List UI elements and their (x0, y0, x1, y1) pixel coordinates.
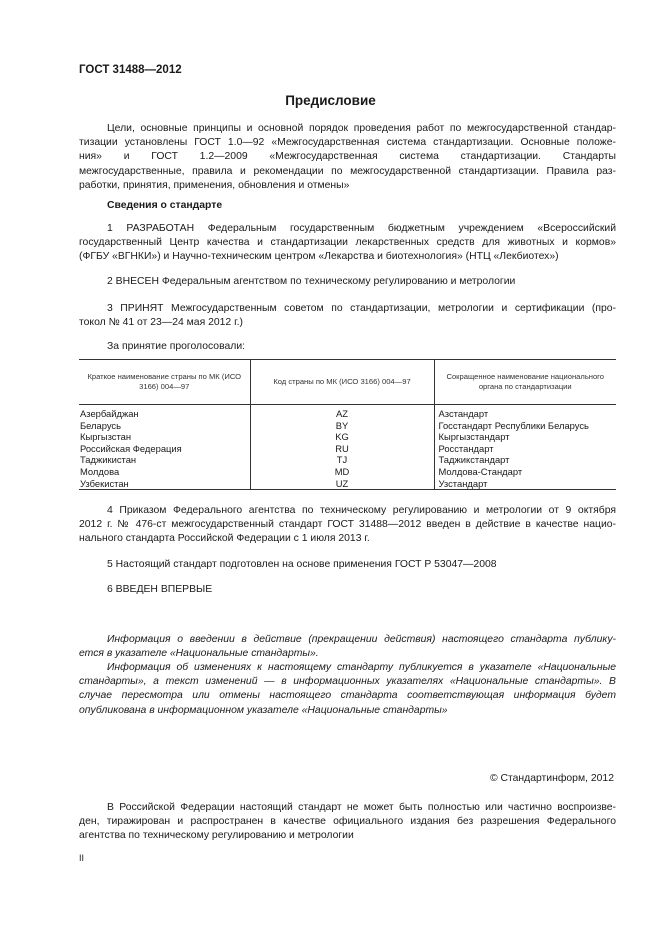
table-row (79, 466, 616, 478)
table-row (79, 454, 616, 466)
intro-line: ния» и ГОСТ 1.2—2009 «Межгосударственная система стандартизации. Стандарты (79, 151, 616, 163)
country-code: MD (250, 466, 434, 478)
intro-line: Цели, основные принципы и основной порядок проведения работ по межгосударственной стандар- (107, 123, 616, 134)
item-4-paragraph (79, 504, 616, 547)
item-6: 6 ВВЕДЕН ВПЕРВЫЕ (107, 584, 213, 595)
intro-line: тизации установлены ГОСТ 1.0—92 «Межгосударственная система стандартизации. Основные положе- (79, 137, 616, 149)
rights-line: В Российской Федерации настоящий стандарт не может быть полностью или частично воспроизве- (107, 802, 616, 813)
country-code: KG (250, 431, 434, 443)
copyright: © Стандартинформ, 2012 (489, 773, 614, 784)
standards-body: Росстандарт (434, 443, 616, 455)
country-code: TJ (250, 454, 434, 466)
country-name: Беларусь (80, 419, 122, 431)
header-country-name: Краткое наименование страны по МК (ИСО 3166) 004—97 (79, 360, 250, 405)
rights-paragraph (79, 801, 616, 844)
country-name: Кыргызстан (80, 431, 132, 443)
notice-introduction (79, 633, 616, 661)
item-1-paragraph (79, 222, 616, 265)
table-row (79, 405, 616, 420)
country-code: AZ (250, 405, 434, 420)
intro-paragraph (79, 122, 616, 193)
item-3-paragraph (79, 302, 616, 330)
notice-line: ется в указателе «Национальные стандарты». (79, 648, 319, 660)
country-name: Молдова (80, 465, 120, 477)
item-4-line: нального стандарта Российской Федерации с 1 июля 2013 г. (79, 533, 370, 545)
voting-table (79, 359, 616, 490)
table-row (79, 443, 616, 455)
item-1-line: (ФГБУ «ВГНКИ») и Научно-техническим центром «Лекарства и биотехнология» (НТЦ «Лекбиотех») (79, 251, 559, 263)
standard-code: ГОСТ 31488—2012 (79, 64, 182, 76)
item-4-line: 2012 г. № 476-ст межгосударственный стандарт ГОСТ 31488—2012 введен в действие в качестве нацио- (79, 519, 616, 531)
standards-body: Кыргызстандарт (434, 431, 616, 443)
table-row (79, 478, 616, 490)
item-3-line: токол № 41 от 23—24 мая 2012 г.) (79, 317, 243, 329)
notice-line: опубликована в информационном указателе «Национальные стандарты» (79, 704, 448, 716)
notice-line: Информация об изменениях к настоящему стандарту публикуется в указателе «Национальные (107, 662, 616, 673)
notice-changes (79, 661, 616, 718)
table-header-row (79, 360, 616, 405)
rights-line: ден, тиражирован и распространен в качестве официального издания без разрешения Федерального (79, 816, 616, 828)
standards-body: Азстандарт (434, 405, 616, 420)
country-name: Российская Федерация (80, 442, 182, 454)
header-country-code: Код страны по МК (ИСО 3166) 004—97 (250, 360, 434, 405)
standards-body: Узстандарт (434, 478, 616, 490)
item-1-line: 1 РАЗРАБОТАН Федеральным государственным бюджетным учреждением «Всероссийский (107, 223, 616, 234)
rights-line: агентства по техническому регулированию и метрологии (79, 830, 354, 842)
notice-line: случае пересмотра или отмены настоящего стандарта соответствующая информация будет (79, 690, 616, 702)
intro-line: межгосударственные, правила и рекомендации по межгосударственной стандартизации. Правила раз- (79, 165, 616, 177)
country-name: Узбекистан (79, 478, 250, 490)
table-row (79, 420, 616, 432)
item-2: 2 ВНЕСЕН Федеральным агентством по техническому регулированию и метрологии (107, 276, 516, 287)
item-4-line: 4 Приказом Федерального агентства по техническому регулированию и метрологии от 9 октября (107, 505, 616, 516)
intro-line: работки, принятия, применения, обновления и отмены» (79, 179, 350, 191)
standards-body: Молдова-Стандарт (434, 466, 616, 478)
country-code: BY (250, 420, 434, 432)
item-5: 5 Настоящий стандарт подготовлен на основе применения ГОСТ Р 53047—2008 (107, 559, 497, 570)
notice-line: стандарты», а текст изменений — в информационных указателях «Национальные стандарты». В (79, 676, 616, 688)
voted-label: За принятие проголосовали: (107, 341, 246, 352)
country-name: Таджикистан (80, 454, 137, 466)
standards-body: Таджикстандарт (434, 454, 616, 466)
page-title: Предисловие (285, 93, 376, 108)
item-3-line: 3 ПРИНЯТ Межгосударственным советом по стандартизации, метрологии и сертификации (про- (107, 303, 616, 314)
header-standards-body: Сокращенное наименование национального органа по стандартизации (434, 360, 616, 405)
country-name: Азербайджан (80, 408, 139, 419)
notice-line: Информация о введении в действие (прекращении действия) настоящего стандарта публику- (107, 634, 616, 645)
country-code: UZ (250, 478, 434, 490)
page-number: II (79, 853, 85, 863)
standards-body: Госстандарт Республики Беларусь (434, 420, 616, 432)
info-heading: Сведения о стандарте (107, 200, 223, 211)
item-1-line: государственный Центр качества и стандартизации лекарственных средств для животных и кормов» (79, 237, 616, 249)
table-row (79, 431, 616, 443)
country-code: RU (250, 443, 434, 455)
